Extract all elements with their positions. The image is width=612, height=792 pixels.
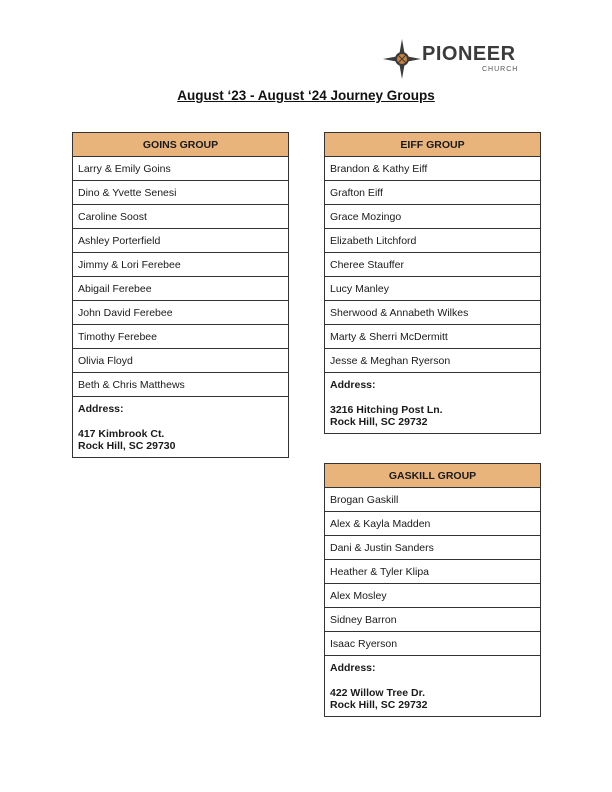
member-row: Alex Mosley [325,584,541,608]
address-cell [325,373,541,434]
member-row: Marty & Sherri McDermitt [325,325,541,349]
logo-wordmark: PIONEER [422,43,516,65]
member-row: Larry & Emily Goins [73,157,289,181]
member-row: Brogan Gaskill [325,488,541,512]
member-row: Caroline Soost [73,205,289,229]
gaskill-group-table [324,463,541,717]
group-header: GOINS GROUP [73,133,289,157]
member-row: Timothy Ferebee [73,325,289,349]
address-label: Address: [78,403,124,415]
member-row: Jimmy & Lori Ferebee [73,253,289,277]
eiff-group-table [324,132,541,434]
group-header: EIFF GROUP [325,133,541,157]
member-row: Lucy Manley [325,277,541,301]
member-row: Grace Mozingo [325,205,541,229]
address-cell [325,656,541,717]
member-row: Abigail Ferebee [73,277,289,301]
member-row: Isaac Ryerson [325,632,541,656]
member-row: Olivia Floyd [73,349,289,373]
member-row: Cheree Stauffer [325,253,541,277]
page-title: August ‘23 - August ‘24 Journey Groups [177,88,435,103]
member-row: Sidney Barron [325,608,541,632]
address-city: Rock Hill, SC 29732 [330,416,428,428]
address-cell [73,397,289,458]
member-row: Elizabeth Litchford [325,229,541,253]
compass-star-icon [382,38,422,80]
address-street: 3216 Hitching Post Ln. [330,404,443,416]
member-row: Jesse & Meghan Ryerson [325,349,541,373]
church-logo [382,38,532,80]
member-row: Grafton Eiff [325,181,541,205]
member-row: Heather & Tyler Klipa [325,560,541,584]
member-row: Dani & Justin Sanders [325,536,541,560]
member-row: Brandon & Kathy Eiff [325,157,541,181]
address-label: Address: [330,662,376,674]
member-row: Alex & Kayla Madden [325,512,541,536]
logo-subword: CHURCH [482,66,519,73]
member-row: John David Ferebee [73,301,289,325]
member-row: Dino & Yvette Senesi [73,181,289,205]
member-row: Ashley Porterfield [73,229,289,253]
member-row: Beth & Chris Matthews [73,373,289,397]
address-city: Rock Hill, SC 29732 [330,699,428,711]
group-header: GASKILL GROUP [325,464,541,488]
address-street: 422 Willow Tree Dr. [330,687,426,699]
address-street: 417 Kimbrook Ct. [78,428,165,440]
goins-group-table [72,132,289,458]
member-row: Sherwood & Annabeth Wilkes [325,301,541,325]
address-label: Address: [330,379,376,391]
address-city: Rock Hill, SC 29730 [78,440,176,452]
